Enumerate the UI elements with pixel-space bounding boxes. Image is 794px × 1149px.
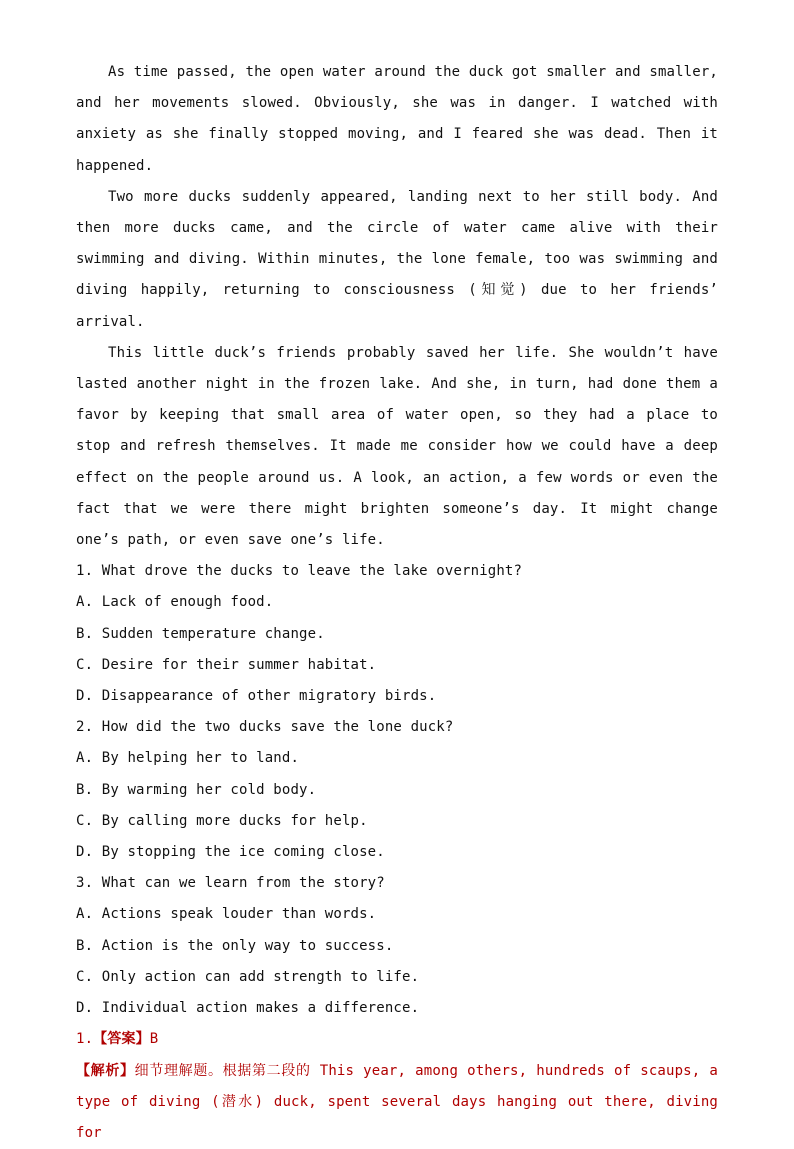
question-3-option-b: B. Action is the only way to success. (76, 931, 718, 962)
answer-number: 1. (76, 1031, 93, 1047)
answer-tag: 【答案】 (93, 1031, 150, 1047)
question-2-option-c: C. By calling more ducks for help. (76, 806, 718, 837)
question-3-option-d: D. Individual action makes a difference. (76, 993, 718, 1024)
explanation-text: 细节理解题。根据第二段的 This year, among others, hundreds of scaups, a type of diving (潜水) duck, spent several days hanging out there, diving for (76, 1063, 718, 1141)
question-2-stem: 2. How did the two ducks save the lone duck? (76, 712, 718, 743)
question-1-option-a: A. Lack of enough food. (76, 587, 718, 618)
question-3-stem: 3. What can we learn from the story? (76, 868, 718, 899)
question-3-option-a: A. Actions speak louder than words. (76, 899, 718, 930)
question-1-stem: 1. What drove the ducks to leave the lake overnight? (76, 556, 718, 587)
passage-paragraph-1: As time passed, the open water around the duck got smaller and smaller, and her movements slowed. Obviously, she was in danger. I watched with anxiety as she finally stopped moving, and I feared she was dead. Then it happened. (76, 57, 718, 182)
passage-paragraph-3: This little duck’s friends probably saved her life. She wouldn’t have lasted another night in the frozen lake. And she, in turn, had done them a favor by keeping that small area of water open, so they had a place to stop and refresh themselves. It made me consider how we could have a deep effect on the people around us. A look, an action, a few words or even the fact that we were there might brighten someone’s day. It might change one’s path, or even save one’s life. (76, 338, 718, 556)
explanation-tag: 【解析】 (76, 1063, 135, 1079)
answer-value: B (150, 1031, 159, 1047)
question-1-option-c: C. Desire for their summer habitat. (76, 650, 718, 681)
question-2-option-b: B. By warming her cold body. (76, 775, 718, 806)
question-1-option-b: B. Sudden temperature change. (76, 619, 718, 650)
passage-paragraph-2: Two more ducks suddenly appeared, landing next to her still body. And then more ducks came, and the circle of water came alive with their swimming and diving. Within minutes, the lone female, too was swimming and diving happily, returning to consciousness (知觉) due to her friends’ arrival. (76, 182, 718, 338)
question-2-option-d: D. By stopping the ice coming close. (76, 837, 718, 868)
document-content (76, 57, 718, 1149)
question-1-option-d: D. Disappearance of other migratory birds. (76, 681, 718, 712)
question-3-option-c: C. Only action can add strength to life. (76, 962, 718, 993)
explanation-paragraph (76, 1056, 718, 1149)
question-2-option-a: A. By helping her to land. (76, 743, 718, 774)
answer-line (76, 1024, 718, 1055)
